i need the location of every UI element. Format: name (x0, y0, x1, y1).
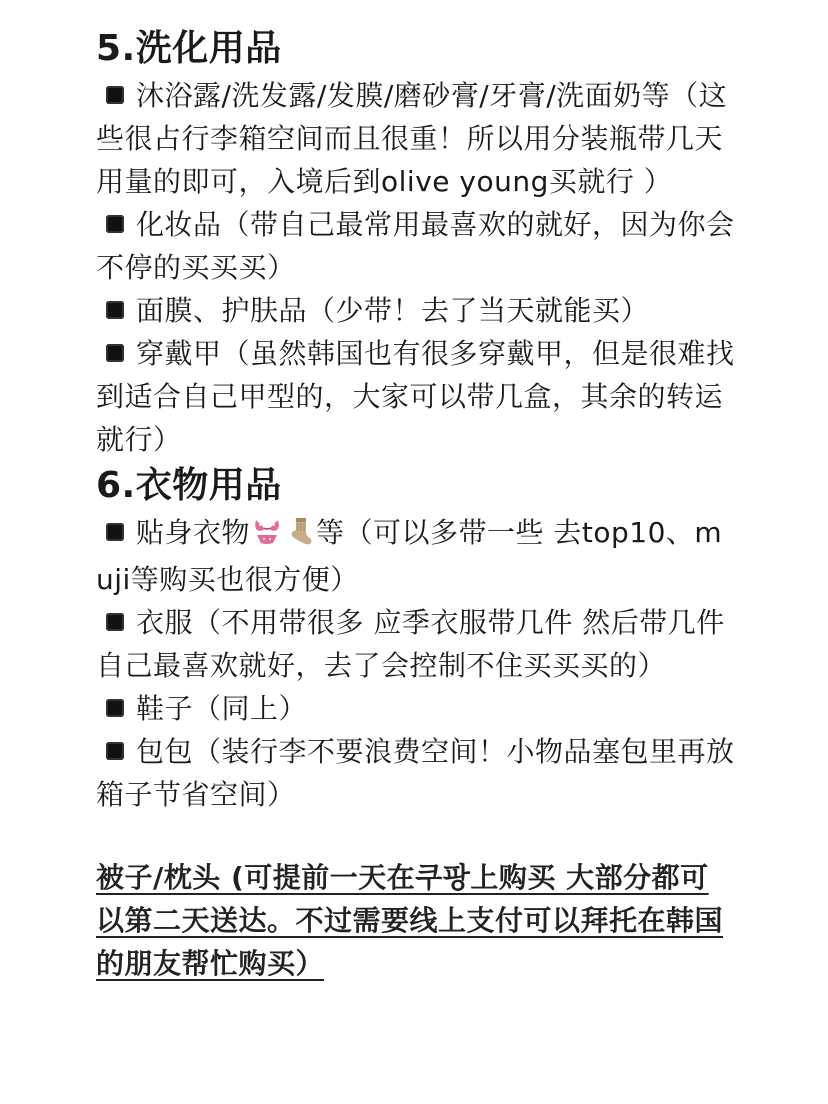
list-item (96, 332, 736, 461)
list-item (96, 511, 736, 601)
black-square-icon (106, 523, 124, 541)
black-square-icon (106, 742, 124, 760)
list-item-text: 面膜、护肤品（少带！去了当天就能买） (136, 294, 650, 327)
list-item-text: 穿戴甲（虽然韩国也有很多穿戴甲，但是很难找到适合自己甲型的，大家可以带几盒，其余的转运就行） (96, 337, 735, 456)
list-item (96, 74, 736, 203)
black-square-icon (106, 613, 124, 631)
list-item (96, 203, 736, 289)
black-square-icon (106, 301, 124, 319)
document-page (96, 24, 736, 1013)
sock-icon (286, 515, 314, 558)
list-item-text: 贴身衣物 (136, 516, 251, 549)
list-item-text: 等（可以多带一些 去top10、muji等购买也很方便） (96, 516, 723, 596)
section-title-clothing: 6.衣物用品 (96, 465, 282, 506)
list-item-text: 沐浴露/洗发露/发膜/磨砂膏/牙膏/洗面奶等（这些很占行李箱空间而且很重！所以用分装瓶带几天用量的即可，入境后到olive young买就行 ） (96, 79, 728, 198)
list-item (96, 730, 736, 816)
black-square-icon (106, 215, 124, 233)
list-item (96, 601, 736, 687)
bikini-icon (252, 515, 282, 558)
section-title-toiletries: 5.洗化用品 (96, 28, 282, 69)
black-square-icon (106, 86, 124, 104)
list-item (96, 687, 736, 730)
list-item-text: 包包（装行李不要浪费空间！小物品塞包里再放箱子节省空间） (96, 735, 735, 811)
bedding-note: 被子/枕头 (可提前一天在쿠팡上购买 大部分都可以第二天送达。不过需要线上支付可以拜托在韩国的朋友帮忙购买） (96, 861, 724, 980)
black-square-icon (106, 344, 124, 362)
list-item-text: 衣服（不用带很多 应季衣服带几件 然后带几件自己最喜欢就好，去了会控制不住买买买的） (96, 606, 725, 682)
list-item-text: 鞋子（同上） (136, 692, 308, 725)
black-square-icon (106, 699, 124, 717)
list-item-text: 化妆品（带自己最常用最喜欢的就好，因为你会不停的买买买） (96, 208, 735, 284)
list-item (96, 289, 736, 332)
